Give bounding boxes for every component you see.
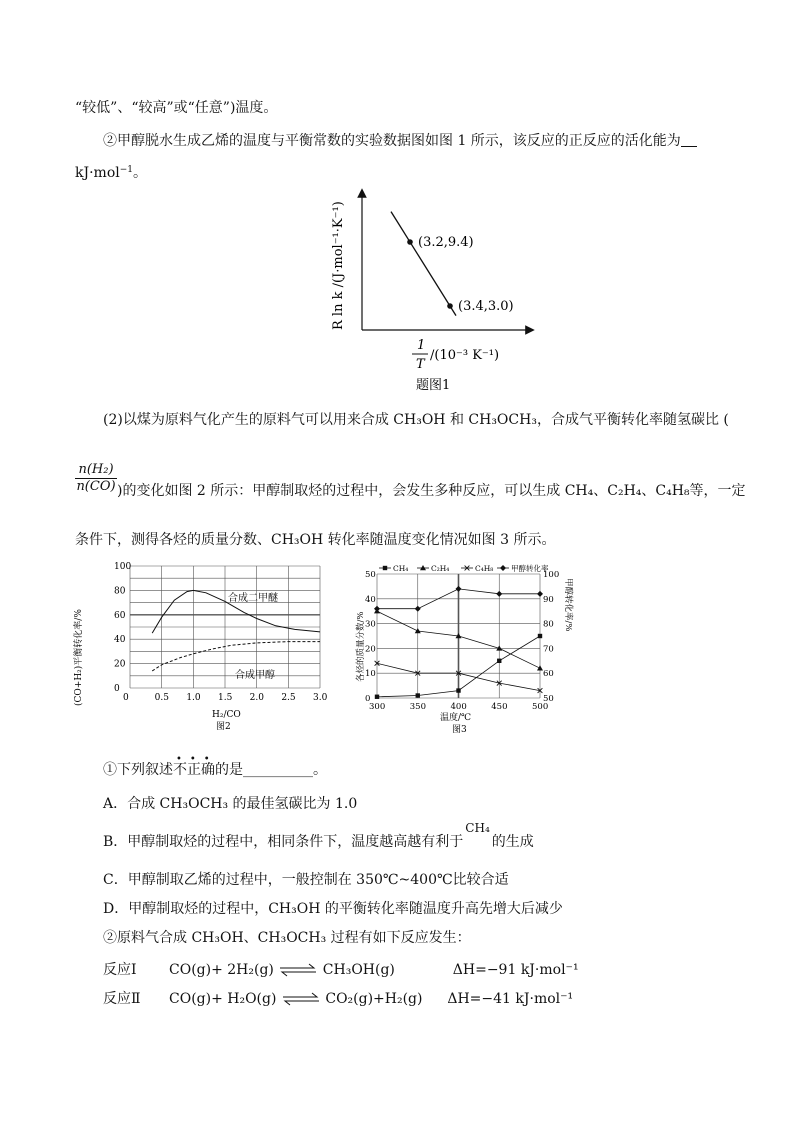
option-b-text: B．甲醇制取烃的过程中，相同条件下，温度越高越有利于 (103, 834, 464, 850)
unit-sup: −1 (119, 165, 134, 175)
option-d: D．甲醇制取烃的过程中，CH₃OH 的平衡转化率随温度升高先增大后减少 (103, 901, 563, 917)
text-line-4: (2)以煤为原料气化产生的原料气可以用来合成 CH₃OH 和 CH₃OCH₃，合成气平衡转化率随氢碳比 ( (103, 412, 729, 428)
question-1-end: 的是__________。 (215, 762, 327, 778)
fig2-xtick: 1.5 (218, 693, 233, 703)
question-1-text: ①下列叙述 (103, 762, 173, 778)
fraction-numerator: n(H₂) (78, 462, 114, 477)
fig2-ytick: 0 (114, 684, 120, 694)
fig3-legend-label: C₄H₈ (475, 564, 494, 573)
fig1-ylabel: R ln k /(J·mol⁻¹·K⁻¹) (331, 201, 346, 330)
fig2-ylabel: (CO+H₂)平衡转化率/% (74, 609, 84, 706)
fig1-point-label-1: (3.4,3.0) (458, 299, 514, 314)
fig3-legend-marker (383, 566, 387, 570)
equilibrium-arrow-icon (278, 963, 318, 977)
fig3-ytick: 20 (365, 644, 376, 655)
option-b (103, 821, 534, 852)
fig3-title: 图3 (452, 725, 467, 735)
fig3-point (456, 586, 462, 592)
fig3-xlabel: 温度/℃ (440, 713, 472, 723)
fig2-ytick: 100 (114, 562, 132, 572)
fig2-xtick: 1.0 (186, 693, 201, 703)
fig1-xlabel-unit: /(10⁻³ K⁻¹) (430, 348, 500, 363)
fig2-ytick: 60 (114, 610, 126, 621)
fig3-y2tick: 80 (543, 619, 554, 630)
fig3-point (416, 693, 420, 697)
text-line-2 (103, 131, 697, 151)
fig3-point (415, 606, 421, 612)
fig2-series1-label: 合成二甲醚 (228, 593, 278, 604)
fig3-legend-label: C₂H₄ (431, 564, 450, 573)
fig2-ytick: 40 (114, 635, 126, 646)
reaction-1-left: CO(g)+ 2H₂(g) (169, 962, 274, 978)
fig3-point (456, 688, 460, 692)
fig3-xtick: 400 (450, 702, 467, 712)
fig3-ylabel: 各烃的质量分数/% (356, 611, 366, 682)
reaction-2-left: CO(g)+ H₂O(g) (169, 991, 277, 1007)
fig3-legend-marker (420, 565, 426, 570)
reaction-1 (103, 960, 579, 980)
fig2-xtick: 0.5 (154, 693, 169, 703)
option-c: C．甲醇制取乙烯的过程中，一般控制在 350℃~400℃比较合适 (103, 872, 509, 888)
fig2-xtick: 0 (123, 693, 129, 703)
fig3-ytick: 50 (365, 570, 376, 580)
fraction (75, 462, 117, 495)
option-b-ch4: CH₄ (465, 821, 490, 835)
text-line-5: )的变化如图 2 所示：甲醇制取烃的过程中，会发生多种反应，可以生成 CH₄、C₂H₄、C₄H₈等，一定 (117, 483, 746, 499)
option-a: A．合成 CH₃OCH₃ 的最佳氢碳比为 1.0 (103, 796, 358, 812)
fig3-y2tick: 60 (543, 669, 554, 680)
fig3-y2tick: 50 (543, 694, 554, 704)
fig2-title: 图2 (216, 722, 231, 732)
fig3-point (537, 665, 543, 670)
fig2-xlabel: H₂/CO (212, 710, 241, 720)
fig3-point (415, 628, 421, 633)
text-line-1: “较低”、“较高”或“任意”)温度。 (75, 100, 278, 116)
fig3-xtick: 300 (369, 702, 386, 712)
fig3-point (496, 591, 502, 597)
fig1-xlabel-den: T (416, 357, 425, 372)
fig3-ytick: 10 (365, 669, 376, 680)
unit-text: kJ·mol (75, 165, 120, 181)
fig3-legend-label: CH₄ (393, 564, 409, 573)
fig3-xtick: 500 (532, 702, 549, 712)
equilibrium-arrow-icon (281, 992, 321, 1006)
fig2-series2-label: 合成甲醇 (235, 670, 275, 681)
answer-blank (681, 132, 697, 147)
fig3-point (374, 606, 380, 612)
fig1-point-1 (447, 303, 453, 309)
fig2-ytick: 80 (114, 586, 126, 597)
fig2-xtick: 2.5 (281, 693, 296, 703)
fig3-y2tick: 100 (543, 570, 560, 580)
fig1-line (391, 212, 456, 316)
unit-end: 。 (133, 165, 148, 181)
fig3-y2label: 甲醇转化率/% (563, 578, 573, 632)
question-2-text: ②甲醇脱水生成乙烯的温度与平衡常数的实验数据图如图 1 所示，该反应的正反应的活化能为 (103, 133, 681, 149)
fig3-ytick: 30 (365, 619, 376, 630)
fig3-xtick: 350 (409, 702, 426, 712)
fig3-legend-label: 甲醇转化率 (511, 564, 549, 573)
fig3-y2tick: 90 (543, 594, 554, 605)
fig3-legend-marker (500, 565, 506, 571)
reaction-2-right: CO₂(g)+H₂(g) (325, 991, 423, 1007)
fig3-y2tick: 70 (543, 644, 554, 655)
fig2-xtick: 3.0 (313, 693, 328, 703)
fig1-point-label-0: (3.2,9.4) (418, 235, 474, 250)
fig3-xtick: 450 (491, 702, 508, 712)
fig2-ytick: 20 (114, 659, 126, 670)
fig2-series-1 (152, 642, 320, 671)
option-b-end: 的生成 (491, 834, 534, 850)
text-line-3 (75, 160, 147, 183)
reaction-1-right: CH₃OH(g) (322, 962, 395, 978)
question-2: ②原料气合成 CH₃OH、CH₃OCH₃ 过程有如下反应发生： (103, 930, 471, 946)
emphasis-text: 不正确 (173, 762, 215, 778)
fig3-point (497, 659, 501, 663)
fig1-xlabel-num: 1 (417, 338, 426, 353)
figure-3 (345, 560, 575, 735)
reaction-2-dh: ΔH=−41 kJ·mol⁻¹ (447, 991, 574, 1007)
fig1-title: 题图1 (416, 378, 451, 393)
fig3-ytick: 40 (365, 594, 376, 605)
reaction-1-dh: ΔH=−91 kJ·mol⁻¹ (452, 962, 579, 978)
emphasis-dots: ••• (176, 754, 218, 765)
fig2-xtick: 2.0 (249, 693, 264, 703)
text-line-6: 条件下，测得各烃的质量分数、CH₃OH 转化率随温度变化情况如图 3 所示。 (75, 532, 556, 548)
fig3-ytick: 0 (365, 694, 371, 704)
reaction-1-label: 反应Ⅰ (103, 962, 137, 978)
fig1-point-0 (407, 239, 413, 245)
fig3-point (538, 634, 542, 638)
figure-2 (70, 558, 340, 733)
figure-1 (320, 185, 540, 395)
reaction-2-label: 反应Ⅱ (103, 991, 141, 1007)
fraction-denominator: n(CO) (76, 479, 116, 494)
reaction-2 (103, 989, 573, 1009)
fig3-point (375, 695, 379, 699)
